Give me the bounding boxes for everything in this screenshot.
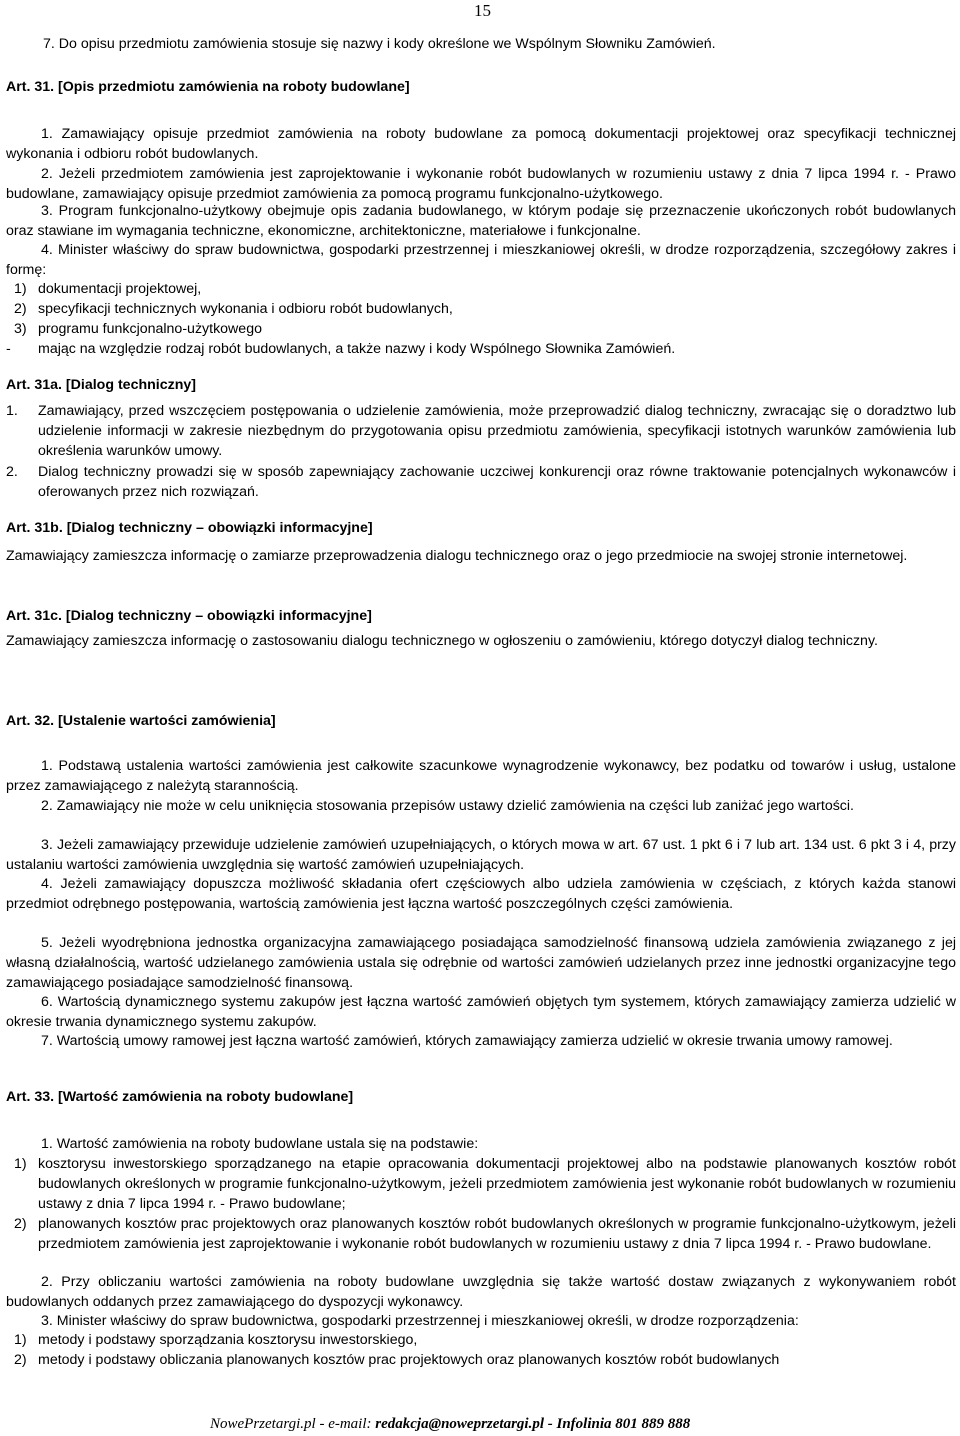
list-number: 1) xyxy=(14,1156,27,1172)
art31a-list xyxy=(6,401,956,502)
list-text: mając na względzie rodzaj robót budowlanych, a także nazwy i kody Wspólnego Słownika Zamówień. xyxy=(38,341,676,357)
art31-p1: 1. Zamawiający opisuje przedmiot zamówienia na roboty budowlane za pomocą dokumentacji projektowej oraz specyfikacji technicznej wykonania i odbioru robót budowlanych. xyxy=(6,126,956,162)
art32-p6: 6. Wartością dynamicznego systemu zakupów jest łączna wartość zamówień objętych tym systemem, których zamawiający zamierza udzielić w okresie trwania dynamicznego systemu zakupów. xyxy=(6,994,956,1030)
list-number: 1) xyxy=(14,281,27,297)
list-item xyxy=(6,1350,956,1370)
list-text: Zamawiający, przed wszczęciem postępowania o udzielenie zamówienia, może przeprowadzić dialog techniczny, zwracając się o doradztwo lub udzielenie informacji w zakresie niezbędnym do przygotowania opisu przedmiotu zamówienia, specyfikacji istotnych warunków zamówienia lub określenia warunków umowy. xyxy=(38,403,956,459)
paragraph-7: 7. Do opisu przedmiotu zamówienia stosuje się nazwy i kody określone we Wspólnym Słowniku Zamówień. xyxy=(43,36,716,52)
article-33-heading: Art. 33. [Wartość zamówienia na roboty budowlane] xyxy=(6,1089,354,1105)
list-text: specyfikacji technicznych wykonania i odbioru robót budowlanych, xyxy=(38,301,453,317)
footer-site: NowePrzetargi.pl xyxy=(210,1416,316,1432)
list-item xyxy=(6,1330,956,1350)
art32-p5: 5. Jeżeli wyodrębniona jednostka organizacyjna zamawiającego posiadająca samodzielność finansową udziela zamówienia związanego z jej własną działalnością, wartość udzielanego zamówienia ustala się odrębnie od wartości zamówień udzielanych przez inne jednostki organizacyjne tego zamawiającego posiadające samodzielność finansową. xyxy=(6,935,956,991)
article-32-heading: Art. 32. [Ustalenie wartości zamówienia] xyxy=(6,713,276,729)
art31-p4-list xyxy=(6,279,956,359)
list-text: kosztorysu inwestorskiego sporządzanego na etapie opracowania dokumentacji projektowej albo na podstawie planowanych kosztów robót budowlanych określonych w programie funkcjonalno-użytkowym, jeżeli przedmiotem zamówienia jest wykonanie robót budowlanych w rozumieniu ustawy z dnia 7 lipca 1994 r. - Prawo budowlane; xyxy=(38,1156,956,1212)
list-text: Dialog techniczny prowadzi się w sposób zapewniający zachowanie uczciwej konkurencji oraz równe traktowanie potencjalnych wykonawców i oferowanych przez nich rozwiązań. xyxy=(38,464,956,500)
list-text: metody i podstawy obliczania planowanych kosztów prac projektowych oraz planowanych kosztów robót budowlanych xyxy=(38,1352,780,1368)
footer-separator: - e-mail: xyxy=(315,1416,376,1432)
list-number: 2) xyxy=(14,1216,27,1232)
list-item xyxy=(6,401,956,461)
footer-infolinia: - Infolinia 801 889 888 xyxy=(544,1416,691,1432)
art31b-text: Zamawiający zamieszcza informację o zamiarze przeprowadzenia dialogu technicznego oraz o jego przedmiocie na swojej stronie internetowej. xyxy=(6,548,908,564)
art31-p4: 4. Minister właściwy do spraw budownictwa, gospodarki przestrzennej i mieszkaniowej określi, w drodze rozporządzenia, szczegółowy zakres i formę: xyxy=(6,242,956,278)
list-number: 2. xyxy=(6,464,18,480)
list-item xyxy=(6,319,956,339)
page-number: 15 xyxy=(474,1,491,20)
art32-p1: 1. Podstawą ustalenia wartości zamówienia jest całkowite szacunkowe wynagrodzenie wykonawcy, bez podatku od towarów i usług, ustalone przez zamawiającego z należytą starannością. xyxy=(6,758,956,794)
list-number: 1) xyxy=(14,1332,27,1348)
art31-p2: 2. Jeżeli przedmiotem zamówienia jest zaprojektowanie i wykonanie robót budowlanych w rozumieniu ustawy z dnia 7 lipca 1994 r. - Prawo budowlane, zamawiający opisuje przedmiot zamówienia za pomocą programu funkcjonalno-użytkowego. xyxy=(6,166,956,202)
art31-p3: 3. Program funkcjonalno-użytkowy obejmuje opis zadania budowlanego, w którym podaje się przeznaczenie ukończonych robót budowlanych oraz stawiane im wymagania techniczne, ekonomiczne, architektoniczne, materiałowe i funkcjonalne. xyxy=(6,203,956,239)
article-31b-heading: Art. 31b. [Dialog techniczny – obowiązki informacyjne] xyxy=(6,520,373,536)
list-item xyxy=(6,339,956,359)
list-item xyxy=(6,299,956,319)
list-text: dokumentacji projektowej, xyxy=(38,281,202,297)
art32-p3: 3. Jeżeli zamawiający przewiduje udzielenie zamówień uzupełniających, o których mowa w art. 67 ust. 1 pkt 6 i 7 lub art. 134 ust. 6 pkt 3 i 4, przy ustalaniu wartości zamówienia uwzględnia się wartość zamówień uzupełniających. xyxy=(6,837,956,873)
art33-p3: 3. Minister właściwy do spraw budownictwa, gospodarki przestrzennej i mieszkaniowej określi, w drodze rozporządzenia: xyxy=(41,1313,799,1329)
footer-email-link[interactable]: redakcja@noweprzetargi.pl xyxy=(375,1416,544,1432)
list-number: 2) xyxy=(14,1352,27,1368)
list-text: programu funkcjonalno-użytkowego xyxy=(38,321,262,337)
art33-p1: 1. Wartość zamówienia na roboty budowlane ustala się na podstawie: xyxy=(41,1136,479,1152)
list-number: 3) xyxy=(14,321,27,337)
list-text: metody i podstawy sporządzania kosztorysu inwestorskiego, xyxy=(38,1332,418,1348)
art33-p3-list xyxy=(6,1330,956,1370)
article-31-heading: Art. 31. [Opis przedmiotu zamówienia na roboty budowlane] xyxy=(6,79,410,95)
art32-p2: 2. Zamawiający nie może w celu uniknięcia stosowania przepisów ustawy dzielić zamówienia na części lub zaniżać jego wartości. xyxy=(41,798,854,814)
list-item xyxy=(6,279,956,299)
list-item xyxy=(6,462,956,502)
list-text: planowanych kosztów prac projektowych oraz planowanych kosztów robót budowlanych określonych w programie funkcjonalno-użytkowym, jeżeli przedmiotem zamówienia jest zaprojektowanie i wykonanie robót budowlanych w rozumieniu ustawy z dnia 7 lipca 1994 r. - Prawo budowlane. xyxy=(38,1216,956,1252)
page-footer xyxy=(210,1416,690,1433)
article-31a-heading: Art. 31a. [Dialog techniczny] xyxy=(6,377,196,393)
art33-p1-list xyxy=(6,1154,956,1254)
art33-p2: 2. Przy obliczaniu wartości zamówienia na roboty budowlane uwzględnia się także wartość dostaw związanych z wykonywaniem robót budowlanych oddanych przez zamawiającego do dyspozycji wykonawcy. xyxy=(6,1274,956,1310)
list-dash: - xyxy=(6,341,11,357)
art32-p4: 4. Jeżeli zamawiający dopuszcza możliwość składania ofert częściowych albo udziela zamówienia w częściach, z których każda stanowi przedmiot odrębnego postępowania, wartością zamówienia jest łączna wartość poszczególnych części zamówienia. xyxy=(6,876,956,912)
list-number: 1. xyxy=(6,403,18,419)
list-item xyxy=(6,1214,956,1254)
art31c-text: Zamawiający zamieszcza informację o zastosowaniu dialogu technicznego w ogłoszeniu o zamówieniu, którego dotyczył dialog techniczny. xyxy=(6,633,878,649)
list-number: 2) xyxy=(14,301,27,317)
article-31c-heading: Art. 31c. [Dialog techniczny – obowiązki informacyjne] xyxy=(6,608,372,624)
art32-p7: 7. Wartością umowy ramowej jest łączna wartość zamówień, których zamawiający zamierza udzielić w okresie trwania umowy ramowej. xyxy=(41,1033,893,1049)
list-item xyxy=(6,1154,956,1214)
